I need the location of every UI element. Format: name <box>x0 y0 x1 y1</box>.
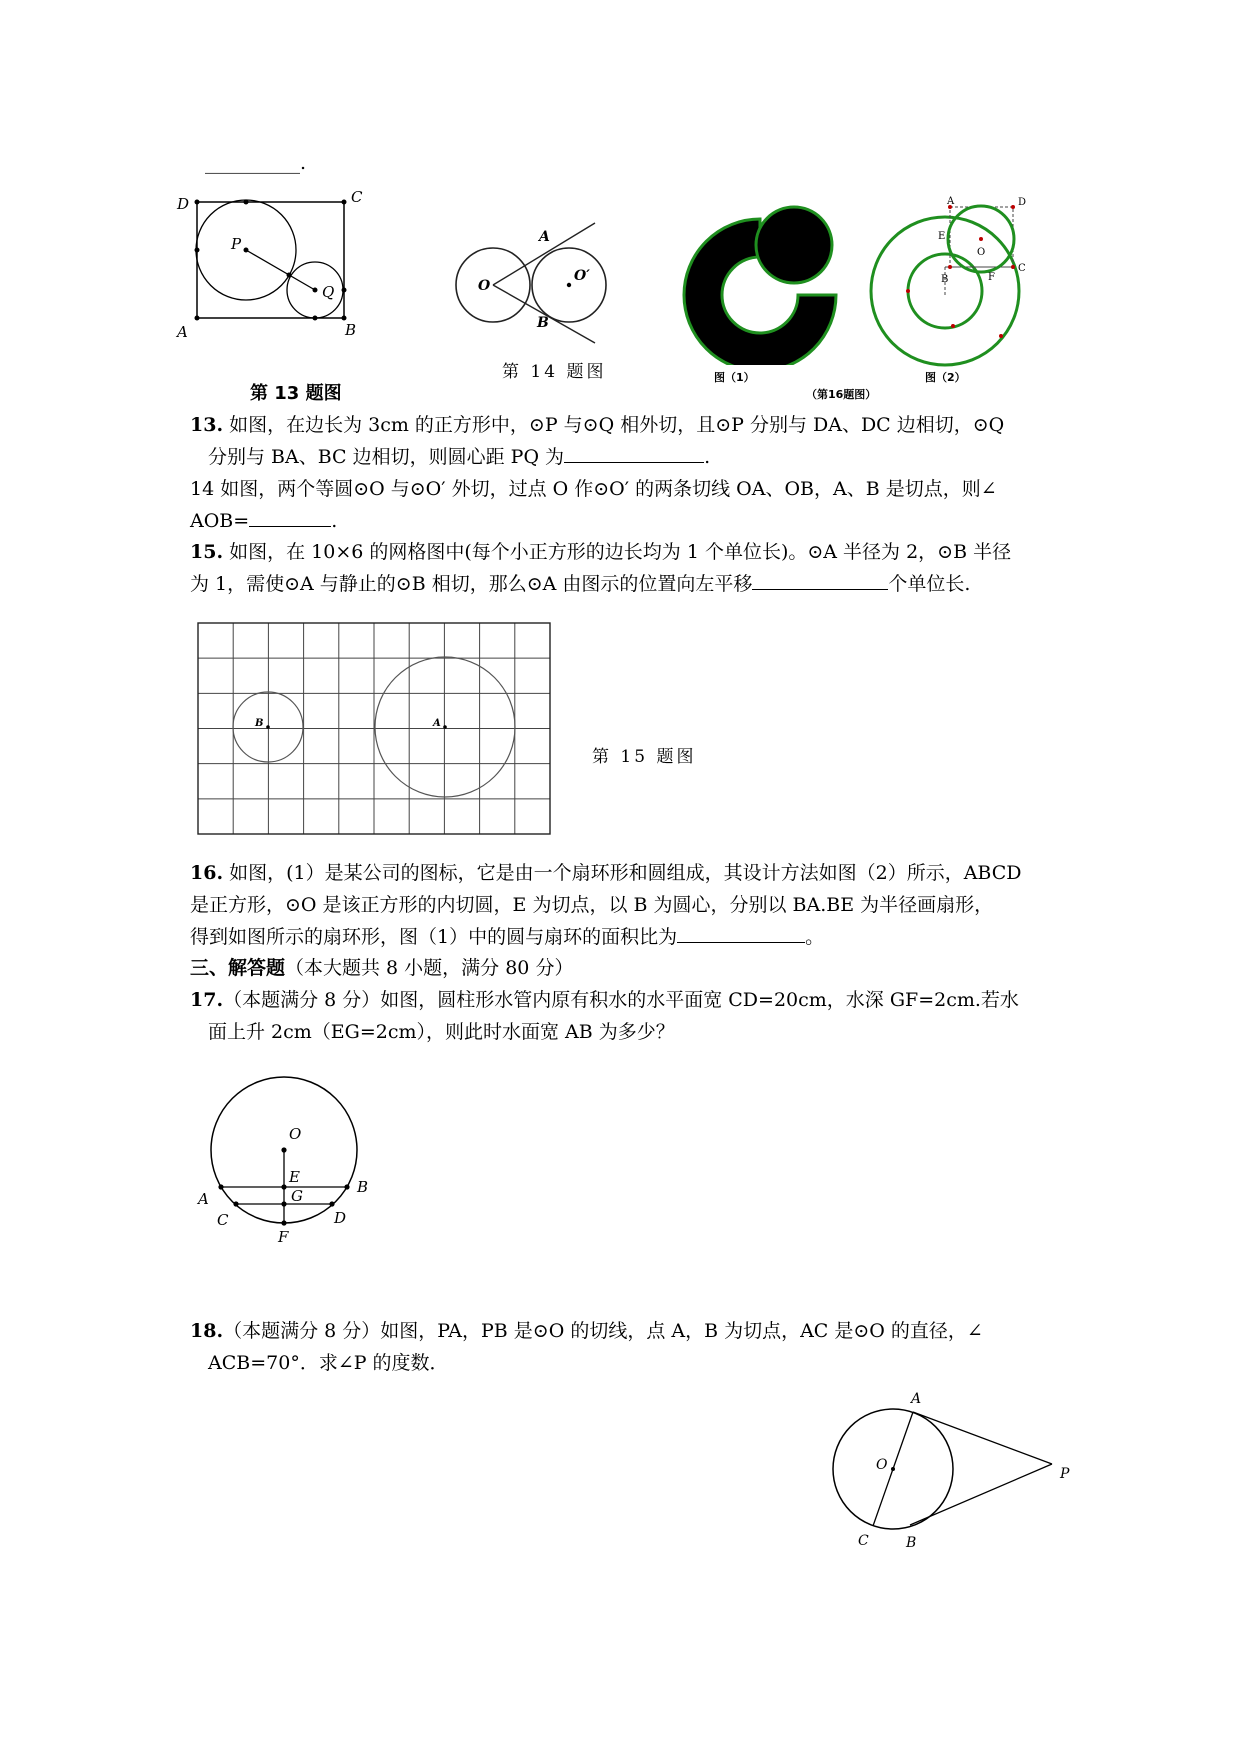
figure-17 <box>192 1075 392 1255</box>
q16-line1 <box>190 860 1022 886</box>
fig18-label-P: P <box>1060 1466 1070 1482</box>
fig13-label-C: C <box>351 188 363 206</box>
fig16-label-C: C <box>1018 263 1026 274</box>
fig16-1-caption: 图（1） <box>714 371 755 384</box>
section-3-note: （本大题共 8 小题，满分 80 分） <box>285 957 574 979</box>
q15-answer-blank[interactable] <box>752 571 888 590</box>
fig14-caption: 第 14 题图 <box>502 362 607 382</box>
fig16-caption: （第16题图） <box>806 388 877 401</box>
fig17-label-E: E <box>289 1168 300 1186</box>
q15-line2 <box>190 571 970 597</box>
fig15-caption: 第 15 题图 <box>592 747 697 767</box>
q18-number: 18. <box>190 1320 224 1342</box>
q15-text-2: 为 1，需使⊙A 与静止的⊙B 相切，那么⊙A 由图示的位置向左平移 <box>190 573 753 595</box>
fig13-label-Q: Q <box>322 283 335 301</box>
q13-text-2: 分别与 BA、BC 边相切，则圆心距 PQ 为 <box>208 446 565 468</box>
q14-answer-blank[interactable] <box>249 508 331 527</box>
fig14-label-O-prime: O′ <box>574 268 590 284</box>
fig17-label-F: F <box>278 1228 289 1246</box>
q17-number: 17. <box>190 989 224 1011</box>
fig16-label-O: O <box>977 247 986 258</box>
fig16-label-F: F <box>988 272 995 283</box>
fig18-label-O: O <box>876 1457 888 1473</box>
q13-text-1: 如图，在边长为 3cm 的正方形中，⊙P 与⊙Q 相外切，且⊙P 分别与 DA、DC 边相切，⊙Q <box>223 414 1005 436</box>
q16-answer-blank[interactable] <box>677 924 805 943</box>
fig18-label-C: C <box>858 1533 869 1549</box>
fig13-label-A: A <box>177 323 188 341</box>
fig13-label-D: D <box>177 195 190 213</box>
q14-end: . <box>331 510 338 532</box>
fig13-label-B: B <box>345 321 357 339</box>
q13-number: 13. <box>190 414 224 436</box>
fig16-label-A: A <box>947 196 955 207</box>
q18-text-1: （本题满分 8 分）如图，PA，PB 是⊙O 的切线，点 A，B 为切点，AC 是⊙O 的直径，∠ <box>223 1320 983 1342</box>
q16-text-1: 如图，(1）是某公司的图标，它是由一个扇环形和圆组成，其设计方法如图（2）所示，ABCD <box>223 862 1022 884</box>
q13-line2 <box>208 444 710 470</box>
fig14-label-O: O <box>478 278 491 294</box>
figure-13 <box>175 185 375 350</box>
q14-line2 <box>190 508 337 534</box>
q15-text-1: 如图，在 10×6 的网格图中(每个小正方形的边长均为 1 个单位长)。⊙A 半径为 2，⊙B 半径 <box>223 541 1012 563</box>
fig16-label-B: B <box>941 274 949 285</box>
fig17-label-D: D <box>334 1209 347 1227</box>
q13-end: . <box>704 446 711 468</box>
q14-text-2: AOB= <box>190 510 250 532</box>
q16-line3 <box>190 924 824 950</box>
q15-number: 15. <box>190 541 224 563</box>
fig18-label-A: A <box>911 1391 922 1407</box>
figure-14 <box>445 215 625 345</box>
fig17-label-B: B <box>357 1178 369 1196</box>
fig18-label-B: B <box>906 1535 917 1551</box>
fig13-label-P: P <box>231 235 242 253</box>
fig15-label-A: A <box>433 718 441 729</box>
fig16-2-caption: 图（2） <box>925 371 966 384</box>
fig15-label-B: B <box>255 718 264 729</box>
figure-16-2 <box>855 195 1040 370</box>
q17-line1 <box>190 987 1019 1013</box>
figure-15-grid <box>195 620 555 840</box>
q16-text-2: 是正方形，⊙O 是该正方形的内切圆，E 为切点，以 B 为圆心，分别以 BA.BE 为半径画扇形， <box>190 894 994 916</box>
q15-end: 个单位长. <box>888 573 971 595</box>
top-answer-blank: __________. <box>205 152 307 174</box>
fig17-label-C: C <box>217 1211 229 1229</box>
q18-line1 <box>190 1318 983 1344</box>
q17-text-2: 面上升 2cm（EG=2cm），则此时水面宽 AB 为多少？ <box>208 1021 675 1043</box>
figure-18 <box>820 1385 1080 1560</box>
q18-text-2: ACB=70°．求∠P 的度数． <box>208 1352 449 1374</box>
q13-line1 <box>190 412 1004 438</box>
fig13-caption: 第 13 题图 <box>250 383 342 404</box>
fig14-label-B: B <box>537 315 549 331</box>
q13-answer-blank[interactable] <box>564 444 704 463</box>
fig16-label-D: D <box>1018 197 1027 208</box>
q16-end: 。 <box>805 926 825 948</box>
fig17-label-G: G <box>291 1187 303 1205</box>
fig17-label-A: A <box>198 1190 209 1208</box>
q15-line1 <box>190 539 1011 565</box>
figure-16-1 <box>670 200 845 365</box>
fig16-label-E: E <box>938 231 946 242</box>
section-3-heading <box>190 955 573 981</box>
q16-text-3: 得到如图所示的扇环形，图（1）中的圆与扇环的面积比为 <box>190 926 678 948</box>
fig17-label-O: O <box>289 1125 302 1143</box>
fig14-label-A: A <box>539 229 550 245</box>
q17-text-1: （本题满分 8 分）如图，圆柱形水管内原有积水的水平面宽 CD=20cm，水深 GF=2cm.若水 <box>223 989 1019 1011</box>
q16-number: 16. <box>190 862 224 884</box>
section-3-title: 三、解答题 <box>190 957 286 979</box>
q14-text-1: 14 如图，两个等圆⊙O 与⊙O′ 外切，过点 O 作⊙O′ 的两条切线 OA、OB，A、B 是切点，则∠ <box>190 478 997 500</box>
